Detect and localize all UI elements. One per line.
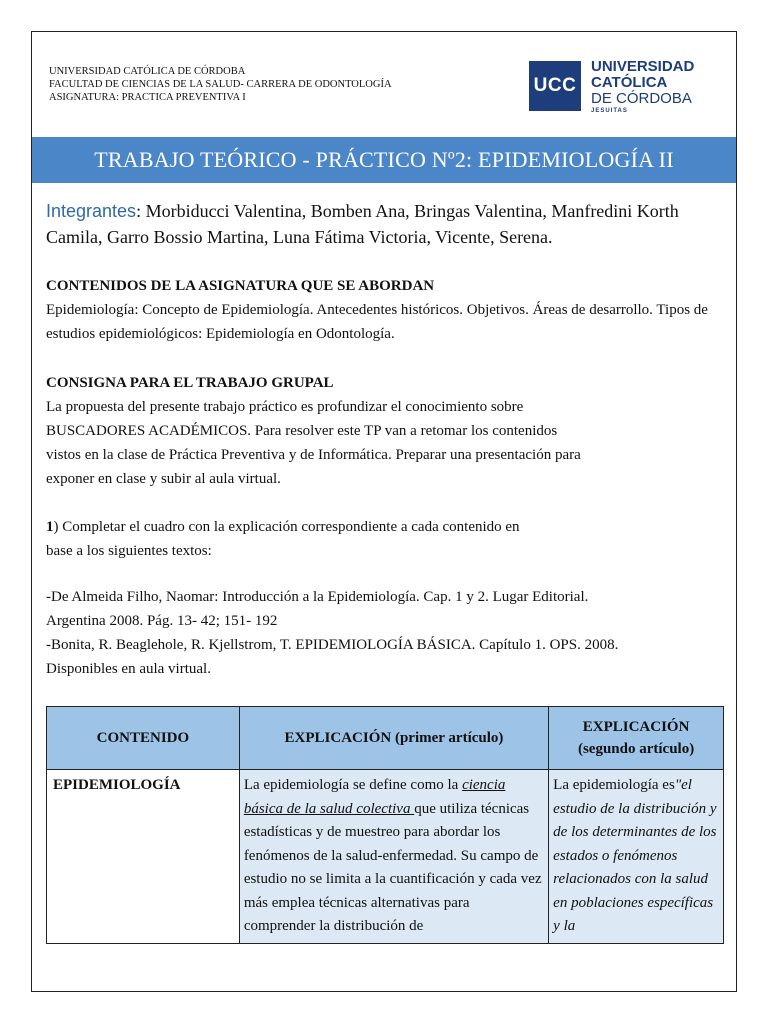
table-row [47,770,724,944]
reference-line: -Bonita, R. Beaglehole, R. Kjellstrom, T. EPIDEMIOLOGÍA BÁSICA. Capítulo 1. OPS. 2008. [46,637,619,653]
exp2-text-start: La epidemiología es [553,777,675,793]
reference-line: -De Almeida Filho, Naomar: Introducción a la Epidemiología. Cap. 1 y 2. Lugar Editorial. [46,589,589,605]
reference-line: Disponibles en aula virtual. [46,661,211,677]
reference-line: Argentina 2008. Pág. 13- 42; 151- 192 [46,613,278,629]
integrantes-paragraph [46,198,726,250]
document-page [31,31,737,992]
logo-line-2: CATÓLICA [591,74,668,91]
ucc-logo-mark: UCC [529,61,581,111]
contenidos-section [46,274,726,346]
contenidos-heading: CONTENIDOS DE LA ASIGNATURA QUE SE ABORDAN [46,278,435,294]
cell-contenido: EPIDEMIOLOGÍA [47,770,240,944]
logo-line-3: DE CÓRDOBA [591,90,692,107]
consigna-line: exponer en clase y subir al aula virtual. [46,471,281,487]
cell-explicacion-2 [549,770,724,944]
header-explicacion-2-line-2: (segundo artículo) [577,741,695,757]
consigna-line: BUSCADORES ACADÉMICOS. Para resolver este TP van a retomar los contenidos [46,423,558,439]
references-list [46,585,726,681]
exp2-italic-text: "el estudio de la distribución y de los determinantes de los estados o fenómenos relacionados con la salud en poblaciones específicas y la [553,777,717,934]
item-1-line: ) Completar el cuadro con la explicación correspondiente a cada contenido en [53,519,520,535]
ucc-logo [529,58,709,119]
consigna-line: La propuesta del presente trabajo práctico es profundizar el conocimiento sobre [46,399,524,415]
ucc-logo-wordmark [591,59,694,116]
contenidos-text: Epidemiología: Concepto de Epidemiología. Antecedentes históricos. Objetivos. Áreas de desarrollo. Tipos de estudios epidemiológicos: Epidemiología en Odontología. [46,302,708,342]
item-1-line: base a los siguientes textos: [46,543,212,559]
exp1-text-end: que utiliza técnicas estadísticas y de muestreo para abordar los fenómenos de la salud-enfermedad. Su campo de estudio no se limita a la cuantificación y cada vez más emplea técnicas alternativas para comprender la distribución de [243,800,542,934]
integrantes-names: : Morbiducci Valentina, Bomben Ana, Bringas Valentina, Manfredini Korth Camila, Garro Bossio Martina, Luna Fátima Victoria, Vicente, Serena. [46,201,679,247]
exp1-underlined-text: ciencia básica de la salud colectiva [243,777,506,817]
university-name: UNIVERSIDAD CATÓLICA DE CÓRDOBA [49,66,246,77]
header-explicacion-2-line-1: EXPLICACIÓN [582,719,690,735]
consigna-heading: CONSIGNA PARA EL TRABAJO GRUPAL [46,375,334,391]
integrantes-label: Integrantes [46,201,137,221]
cell-explicacion-1 [239,770,548,944]
header-explicacion-2 [549,707,724,770]
header-contenido: CONTENIDO [47,707,240,770]
header-explicacion-1: EXPLICACIÓN (primer artículo) [239,707,548,770]
document-title: TRABAJO TEÓRICO - PRÁCTICO Nº2: EPIDEMIOLOGÍA II [32,137,736,183]
consigna-line: vistos en la clase de Práctica Preventiva y de Informática. Preparar una presentación para [46,447,581,463]
item-1-instructions [46,515,726,563]
table-header-row [47,707,724,770]
content-table [46,706,724,944]
subject-name: ASIGNATURA: PRACTICA PREVENTIVA I [49,92,246,103]
item-1-number: 1 [46,519,54,535]
faculty-name: FACULTAD DE CIENCIAS DE LA SALUD- CARRERA DE ODONTOLOGÍA [49,79,392,90]
consigna-section [46,371,726,491]
institution-header [49,65,392,104]
logo-line-1: UNIVERSIDAD [591,58,695,75]
exp1-text-start: La epidemiología se define como la [243,777,463,793]
logo-line-4: JESUITAS [591,108,628,114]
